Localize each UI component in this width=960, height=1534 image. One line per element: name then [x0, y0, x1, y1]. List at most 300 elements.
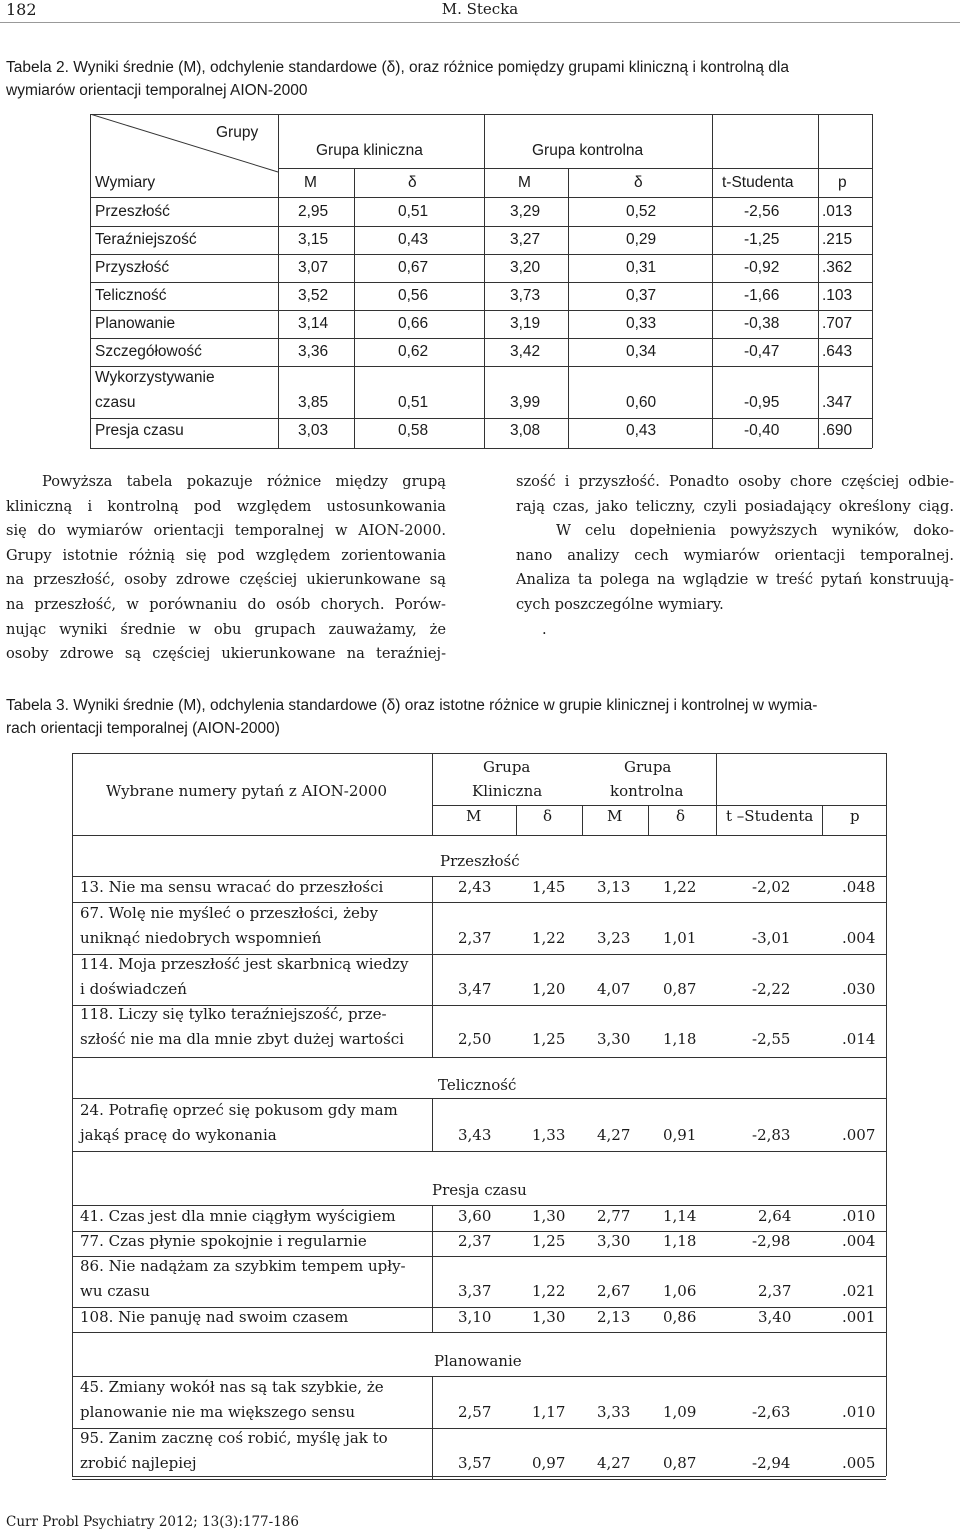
table3-cell-m2: 2,67 [597, 1282, 631, 1300]
table2-row-label: Presja czasu [95, 422, 184, 439]
table2-row-rule [90, 448, 872, 449]
table2-vrule [872, 226, 873, 254]
table2-vrule [712, 417, 713, 448]
table3-header-mid-rule [432, 805, 886, 806]
table2-vrule [484, 282, 485, 310]
table3-vrule [582, 805, 583, 835]
table2-vrule [872, 417, 873, 448]
table2-cell-m1: 2,95 [298, 203, 329, 220]
table3-cell-m1: 3,47 [458, 980, 492, 998]
table3-cell-t: -3,01 [752, 929, 791, 947]
table3-row-rule [72, 1479, 886, 1480]
table2-vrule [568, 338, 569, 366]
table2-vrule [872, 338, 873, 366]
table3-cell-p: .014 [842, 1030, 876, 1048]
table3-group1-a: Grupa [483, 758, 531, 776]
table3-vrule [432, 1003, 433, 1057]
table2-cell-d2: 0,29 [626, 231, 657, 248]
table2-vrule [354, 282, 355, 310]
table3-cell-t: -2,94 [752, 1454, 791, 1472]
table3-cell-d2: 1,18 [663, 1232, 697, 1250]
table3-vrule [432, 953, 433, 1005]
table2-cell-d2: 0,60 [626, 394, 657, 411]
table2-vrule [872, 282, 873, 310]
table3-cell-p: .010 [842, 1403, 876, 1421]
table3-group2-a: Grupa [624, 758, 672, 776]
table3-col-p: p [850, 807, 860, 825]
table3-cell-t: 2,64 [758, 1207, 792, 1225]
table2-vrule [818, 282, 819, 310]
table3-cell-d1: 0,97 [532, 1454, 566, 1472]
table2-vrule [90, 310, 91, 338]
body-left-line: się do wymiarów orientacji temporalnej w AION-2000. [6, 522, 446, 540]
table2-cell-m1: 3,15 [298, 231, 329, 248]
table3-cell-m2: 4,27 [597, 1126, 631, 1144]
body-right-line: nano analizy cech wymiarów orientacji temporalnej. [516, 546, 954, 564]
table3-section-rule [72, 1376, 886, 1377]
table2-col-t: t-Studenta [722, 174, 794, 191]
table2-vrule [90, 417, 91, 448]
table2-col-m2: M [518, 174, 531, 191]
table3-cell-p: .030 [842, 980, 876, 998]
table2-cell-m2: 3,99 [510, 394, 541, 411]
table2-vrule [568, 417, 569, 448]
table3-cell-p: .021 [842, 1282, 876, 1300]
table2-row-label: Wykorzystywanie [95, 369, 215, 386]
table3-cell-d2: 1,18 [663, 1030, 697, 1048]
table3-vrule [432, 753, 433, 835]
table3-cell-t: -2,98 [752, 1232, 791, 1250]
table3-cell-d1: 1,22 [532, 929, 566, 947]
table3-row-label: 114. Moja przeszłość jest skarbnicą wiedzy [80, 955, 409, 973]
table3-section-title: Presja czasu [432, 1181, 527, 1199]
table3-row-label-cont: wu czasu [80, 1282, 150, 1300]
table3-border-left [72, 835, 73, 1476]
table2-cell-m1: 3,52 [298, 287, 329, 304]
table2-cell-m2: 3,42 [510, 343, 541, 360]
table2-cell-t: -0,38 [744, 315, 780, 332]
table2-caption-line1: Tabela 2. Wyniki średnie (M), odchylenie standardowe (δ), oraz różnice pomiędzy grupami kliniczną i kontrolną dla [6, 59, 789, 76]
table2-vrule [278, 417, 279, 448]
table2-vrule [484, 310, 485, 338]
table3-cell-m1: 2,57 [458, 1403, 492, 1421]
table3-vrule [516, 805, 517, 835]
table2-group-clinical: Grupa kliniczna [316, 142, 423, 159]
table2-cell-m2: 3,73 [510, 287, 541, 304]
table3-vrule [432, 1099, 433, 1151]
page-number: 182 [6, 0, 37, 19]
table2-cell-m1: 3,03 [298, 422, 329, 439]
table3-cell-m2: 3,33 [597, 1403, 631, 1421]
table2-cell-d2: 0,43 [626, 422, 657, 439]
table3-border-bottom [72, 1476, 886, 1477]
table3-cell-d2: 0,87 [663, 1454, 697, 1472]
table3-row-rule [72, 1332, 886, 1333]
table2-cell-d1: 0,51 [398, 203, 429, 220]
table2-caption [6, 56, 956, 102]
table3-vrule [432, 1230, 433, 1256]
table3-section-rule [72, 1205, 886, 1206]
table2-row-label: Przyszłość [95, 259, 170, 276]
table3-caption-line1: Tabela 3. Wyniki średnie (M), odchylenia standardowe (δ) oraz istotne różnice w grupie klinicznej i kontrolnej w wymia- [6, 697, 818, 714]
table3-col-d2: δ [676, 807, 686, 825]
table3-row-label-cont: uniknąć niedobrych wspomnień [80, 929, 322, 947]
table2-vrule [354, 364, 355, 418]
table3-row-label-cont: szłość nie ma dla mnie zbyt dużej wartości [80, 1030, 404, 1048]
table3-vrule [432, 1306, 433, 1332]
table2-row-rule [90, 366, 872, 367]
table3-cell-m1: 3,60 [458, 1207, 492, 1225]
table3-cell-m2: 2,13 [597, 1308, 631, 1326]
table2-cell-p: .362 [822, 259, 853, 276]
table3-cell-d1: 1,33 [532, 1126, 566, 1144]
table2-cell-d1: 0,43 [398, 231, 429, 248]
table2-vrule [712, 114, 713, 198]
table3-cell-d2: 1,22 [663, 878, 697, 896]
table2-cell-m1: 3,14 [298, 315, 329, 332]
table3-row-label: 41. Czas jest dla mnie ciągłym wyścigiem [80, 1207, 396, 1225]
table2-vrule [818, 310, 819, 338]
table2-vrule [90, 226, 91, 254]
table3-border-top [72, 753, 886, 754]
table3-row-rule [72, 902, 886, 903]
table3-cell-p: .005 [842, 1454, 876, 1472]
table2-vrule [484, 364, 485, 418]
table3-col-t: t –Studenta [726, 807, 814, 825]
table3-cell-d2: 1,01 [663, 929, 697, 947]
table2-cell-m2: 3,08 [510, 422, 541, 439]
running-title: M. Stecka [441, 0, 519, 18]
table3-row-label: 13. Nie ma sensu wracać do przeszłości [80, 878, 384, 896]
table3-row-label: 95. Zanim zacznę coś robić, myślę jak to [80, 1429, 388, 1447]
table2-vrule [90, 282, 91, 310]
table3-col-m2: M [607, 807, 623, 825]
table3-section-title: Planowanie [434, 1352, 522, 1370]
table2-cell-m1: 3,07 [298, 259, 329, 276]
table2-cell-p: .013 [822, 203, 853, 220]
table3-cell-d1: 1,45 [532, 878, 566, 896]
body-left-line: kliniczną i kontrolną pod względem ustosunkowania [6, 497, 446, 515]
table3-caption-line2: rach orientacji temporalnej (AION-2000) [6, 720, 280, 737]
table3-cell-m1: 3,57 [458, 1454, 492, 1472]
table3-vrule [432, 902, 433, 954]
table3-cell-m2: 3,30 [597, 1232, 631, 1250]
table3-row-label-cont: i doświadczeń [80, 980, 187, 998]
table3-cell-m2: 3,13 [597, 878, 631, 896]
table2-cell-t: -0,47 [744, 343, 780, 360]
table2-row-label: Szczegółowość [95, 343, 202, 360]
table2-row-rule [90, 254, 872, 255]
body-left-line: nując wyniki średnie w obu grupach zauważamy, że [6, 620, 446, 638]
table2-corner-top: Grupy [216, 124, 259, 141]
table2-vrule [90, 198, 91, 226]
table2-col-d2: δ [634, 174, 643, 191]
table2-vrule [278, 282, 279, 310]
table2-vrule [712, 254, 713, 282]
table3-vrule [822, 805, 823, 835]
table2-cell-m1: 3,36 [298, 343, 329, 360]
table3-row-label: 45. Zmiany wokół nas są tak szybkie, że [80, 1378, 384, 1396]
table2-vrule [278, 254, 279, 282]
table2-cell-d2: 0,34 [626, 343, 657, 360]
table3-cell-m1: 3,10 [458, 1308, 492, 1326]
table2-cell-m1: 3,85 [298, 394, 329, 411]
table3-row-label-cont: zrobić najlepiej [80, 1454, 197, 1472]
table3-cell-m1: 2,50 [458, 1030, 492, 1048]
table3-cell-t: 3,40 [758, 1308, 792, 1326]
table2-cell-d1: 0,58 [398, 422, 429, 439]
table3-header-items: Wybrane numery pytań z AION-2000 [106, 782, 387, 800]
table2-cell-p: .643 [822, 343, 853, 360]
table3-vrule [432, 1376, 433, 1428]
table2-vrule [278, 198, 279, 226]
table2-vrule [568, 310, 569, 338]
table3-row-label: 86. Nie nadążam za szybkim tempem upły- [80, 1257, 406, 1275]
table3-row-label-cont: planowanie nie ma większego sensu [80, 1403, 356, 1421]
table2-vrule [818, 364, 819, 418]
table2-vrule [278, 364, 279, 418]
table2-cell-t: -2,56 [744, 203, 780, 220]
body-left-column [6, 470, 446, 667]
table3-cell-d2: 0,87 [663, 980, 697, 998]
table2-cell-t: -1,25 [744, 231, 780, 248]
table3-row-rule [72, 1151, 886, 1152]
table3-cell-d2: 1,09 [663, 1403, 697, 1421]
table3-cell-p: .004 [842, 929, 876, 947]
table3-cell-m1: 3,43 [458, 1126, 492, 1144]
table2-vrule [484, 417, 485, 448]
body-left-line: na przeszłość, w porównaniu do osób chorych. Porów- [6, 595, 446, 613]
table3-border-right [886, 835, 887, 1476]
table2-vrule [568, 364, 569, 418]
table2-cell-d1: 0,62 [398, 343, 429, 360]
table2-cell-m2: 3,19 [510, 315, 541, 332]
table2-vrule [872, 310, 873, 338]
table2-row-rule [90, 310, 872, 311]
table2-vrule [354, 168, 355, 198]
table2-vrule [568, 226, 569, 254]
table3-cell-d1: 1,30 [532, 1308, 566, 1326]
table2-vrule [568, 282, 569, 310]
table3-cell-p: .001 [842, 1308, 876, 1326]
table2-vrule [712, 282, 713, 310]
table2-vrule [484, 226, 485, 254]
table3-cell-t: -2,22 [752, 980, 791, 998]
table3-cell-d1: 1,20 [532, 980, 566, 998]
table2-vrule [484, 254, 485, 282]
table2-col-m1: M [304, 174, 317, 191]
table2-cell-m2: 3,29 [510, 203, 541, 220]
table3-cell-t: -2,83 [752, 1126, 791, 1144]
table3-row-label-cont: jakąś pracę do wykonania [80, 1126, 277, 1144]
body-right-line: rają czas, jako teliczny, czyli posiadający określony ciąg. [516, 497, 954, 515]
table3-cell-m1: 2,37 [458, 929, 492, 947]
table2-header-mid-rule [278, 168, 872, 169]
body-right-line: . [542, 620, 547, 638]
table2-vrule [354, 254, 355, 282]
table2-vrule [818, 114, 819, 198]
table2-vrule [90, 338, 91, 366]
table3-cell-p: .010 [842, 1207, 876, 1225]
body-right-line: W celu dopełnienia powyższych wyników, doko- [556, 522, 954, 540]
table2-vrule [712, 364, 713, 418]
table2-cell-m2: 3,27 [510, 231, 541, 248]
table2-cell-d2: 0,52 [626, 203, 657, 220]
table3-row-label: 67. Wolę nie myśleć o przeszłości, żeby [80, 904, 378, 922]
table2-vrule [278, 338, 279, 366]
table2-vrule [872, 364, 873, 418]
table2-vrule [278, 226, 279, 254]
table2-cell-p: .215 [822, 231, 853, 248]
table2-row-rule [90, 282, 872, 283]
table3-cell-t: 2,37 [758, 1282, 792, 1300]
table3-group1-b: Kliniczna [472, 782, 543, 800]
table3-vrule [716, 753, 717, 805]
table2-vrule [484, 198, 485, 226]
table2-vrule [354, 198, 355, 226]
table2-cell-t: -0,92 [744, 259, 780, 276]
body-right-line: szość i przyszłość. Ponadto osoby chore częściej odbie- [516, 473, 954, 490]
table2-cell-t: -0,40 [744, 422, 780, 439]
table2-vrule [568, 254, 569, 282]
table2-vrule [818, 254, 819, 282]
table2-vrule [818, 417, 819, 448]
table2-cell-t: -1,66 [744, 287, 780, 304]
table2-cell-p: .690 [822, 422, 853, 439]
table2-header-bottom-rule [90, 197, 872, 198]
table2-vrule [484, 114, 485, 198]
table2-col-p: p [838, 174, 847, 191]
table3-cell-m2: 3,30 [597, 1030, 631, 1048]
table2-vrule [354, 226, 355, 254]
table2-vrule [712, 338, 713, 366]
table3-row-label: 108. Nie panuję nad swoim czasem [80, 1308, 349, 1326]
table2-vrule [354, 310, 355, 338]
table2-row-label-cont: czasu [95, 394, 136, 411]
table3-vrule [716, 805, 717, 835]
table2-row-rule [90, 226, 872, 227]
table3-cell-d1: 1,25 [532, 1030, 566, 1048]
table3-header-bottom-rule [72, 835, 886, 836]
table2-vrule [712, 198, 713, 226]
table3-cell-m1: 2,43 [458, 878, 492, 896]
header-rule [0, 22, 960, 23]
table3-cell-m2: 4,07 [597, 980, 631, 998]
table2-cell-m2: 3,20 [510, 259, 541, 276]
table2-row-label: Przeszłość [95, 203, 170, 220]
table3-group2-b: kontrolna [610, 782, 684, 800]
table2-cell-d1: 0,56 [398, 287, 429, 304]
table2-cell-p: .103 [822, 287, 853, 304]
table2-cell-p: .707 [822, 315, 853, 332]
table2-vrule [872, 198, 873, 226]
body-right-line: Analiza ta polega na wglądzie w treść pytań konstruują- [516, 571, 954, 589]
table3-caption [6, 694, 956, 740]
table2-vrule [278, 310, 279, 338]
table3-cell-d2: 1,14 [663, 1207, 697, 1225]
table2-cell-d1: 0,67 [398, 259, 429, 276]
table2-vrule [568, 198, 569, 226]
table2-group-control: Grupa kontrolna [532, 142, 644, 159]
table3-col-d1: δ [543, 807, 553, 825]
table2-cell-d2: 0,33 [626, 315, 657, 332]
table3-cell-t: -2,02 [752, 878, 791, 896]
table3-row-label: 77. Czas płynie spokojnie i regularnie [80, 1232, 367, 1250]
table3-cell-p: .004 [842, 1232, 876, 1250]
table3-cell-t: -2,63 [752, 1403, 791, 1421]
table2-vrule [818, 198, 819, 226]
table2-vrule [818, 226, 819, 254]
body-left-line: na przeszłość, osoby zdrowe częściej ukierunkowane są [6, 571, 446, 589]
table2-row-rule [90, 418, 872, 419]
table3-cell-p: .007 [842, 1126, 876, 1144]
table3-cell-d1: 1,17 [532, 1403, 566, 1421]
footer-citation: Curr Probl Psychiatry 2012; 13(3):177-186 [6, 1514, 299, 1530]
table2-cell-d2: 0,37 [626, 287, 657, 304]
table2-row-label: Planowanie [95, 315, 176, 332]
table3-section-rule [72, 1098, 886, 1099]
table3-row-rule [72, 1057, 886, 1058]
table3-cell-p: .048 [842, 878, 876, 896]
table2-vrule [90, 364, 91, 418]
table2-cell-d1: 0,51 [398, 394, 429, 411]
table2-vrule [354, 338, 355, 366]
table2-row-label: Teliczność [95, 287, 167, 304]
table2-cell-t: -0,95 [744, 394, 780, 411]
table3-border-right [886, 753, 887, 835]
table3-cell-m1: 2,37 [458, 1232, 492, 1250]
table3-vrule [648, 805, 649, 835]
table2-vrule [278, 114, 279, 198]
table3-border-left [72, 753, 73, 835]
table3-cell-t: -2,55 [752, 1030, 791, 1048]
table3-cell-m1: 3,37 [458, 1282, 492, 1300]
table3-cell-d1: 1,25 [532, 1232, 566, 1250]
table2-vrule [818, 338, 819, 366]
table3-cell-m2: 3,23 [597, 929, 631, 947]
body-left-line: Grupy istotnie różnią się pod względem zorientowania [6, 546, 446, 564]
table2-vrule [872, 114, 873, 198]
table2-cell-d2: 0,31 [626, 259, 657, 276]
table3-row-label: 118. Liczy się tylko teraźniejszość, prze- [80, 1005, 387, 1023]
table2-vrule [568, 168, 569, 198]
table2-col-d1: δ [408, 174, 417, 191]
table2-cell-p: .347 [822, 394, 853, 411]
table2-caption-line2: wymiarów orientacji temporalnej AION-2000 [6, 82, 308, 99]
table3-section-title: Przeszłość [440, 852, 520, 870]
table3-cell-d2: 1,06 [663, 1282, 697, 1300]
table3-cell-d2: 0,91 [663, 1126, 697, 1144]
table2-corner-diagonal [90, 114, 280, 174]
table2-vrule [90, 254, 91, 282]
table3-section-rule [72, 876, 886, 877]
table2-vrule [484, 338, 485, 366]
table3-section-title: Teliczność [438, 1076, 517, 1094]
table3-vrule [432, 876, 433, 902]
table3-vrule [432, 1427, 433, 1479]
table3-col-m1: M [466, 807, 482, 825]
table3-cell-d1: 1,22 [532, 1282, 566, 1300]
table2-corner-bottom: Wymiary [95, 174, 156, 191]
table2-vrule [354, 417, 355, 448]
table2-vrule [712, 310, 713, 338]
body-left-line: osoby zdrowe są częściej ukierunkowane na teraźniej- [6, 645, 446, 663]
table2-row-rule [90, 338, 872, 339]
table3-cell-m2: 4,27 [597, 1454, 631, 1472]
table3-vrule [432, 1255, 433, 1307]
table2-row-label: Teraźniejszość [95, 231, 197, 248]
table2-vrule [872, 254, 873, 282]
